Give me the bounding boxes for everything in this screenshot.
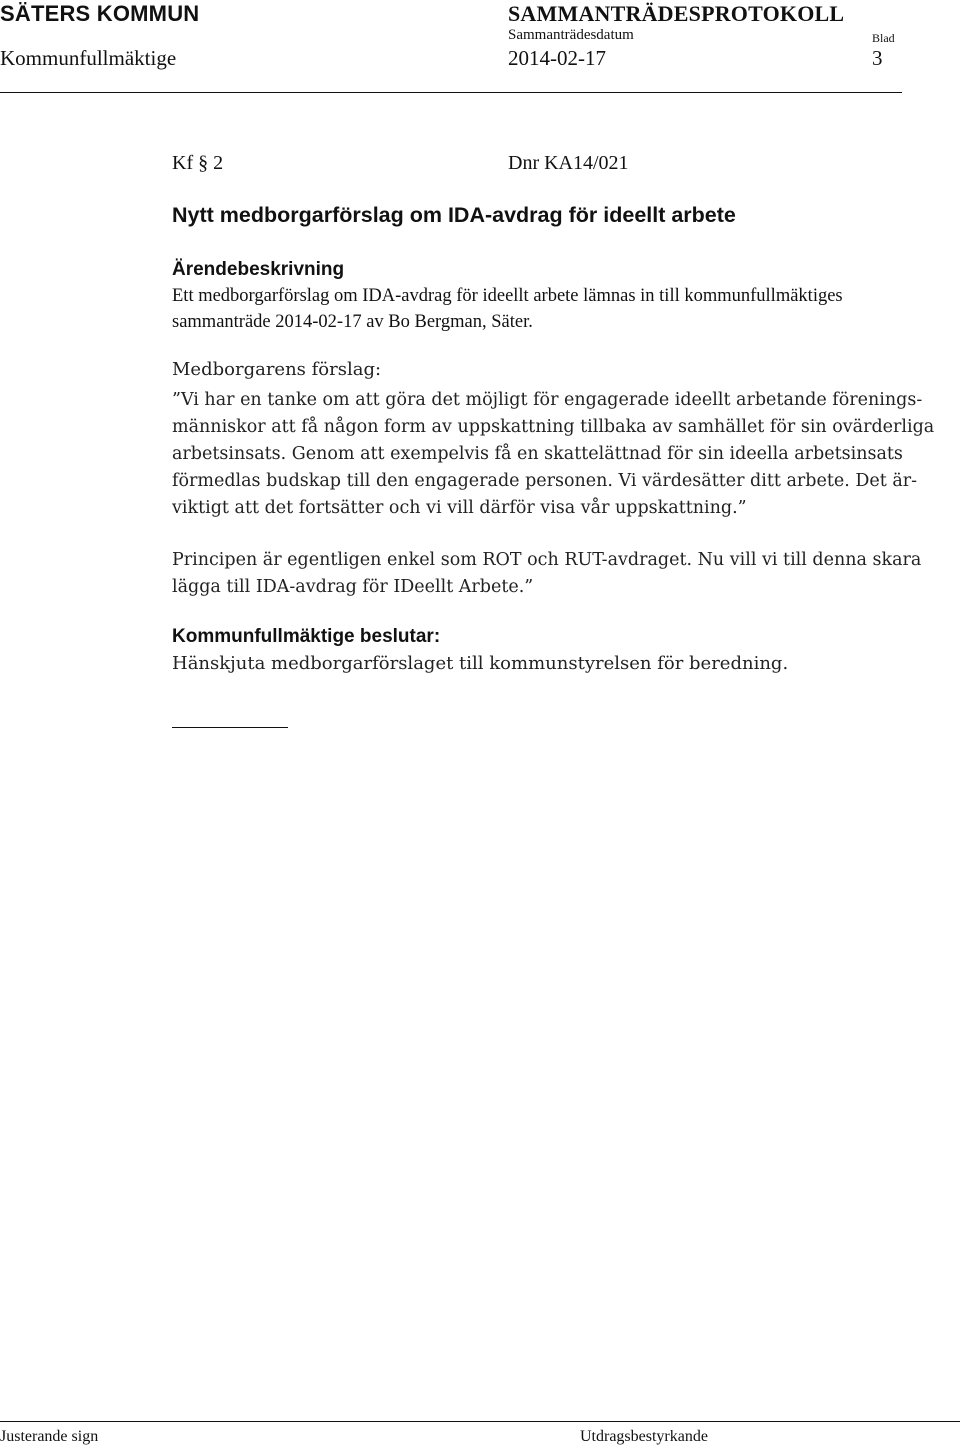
section-prefix: Kf [172,152,194,174]
case-dnr: Dnr KA14/021 [508,152,629,174]
decision-heading: Kommunfullmäktige beslutar: [172,626,441,647]
description-line-1: Ett medborgarförslag om IDA-avdrag för ideellt arbete lämnas in till kommunfullmäktiges [172,286,843,306]
case-section [172,152,223,175]
proposal-paragraph-1 [172,387,957,522]
decision-text: Hänskjuta medborgarförslaget till kommunstyrelsen för beredning. [172,653,789,674]
section-number: 2 [213,152,224,174]
footer-utdragsbestyrkande: Utdragsbestyrkande [580,1428,708,1445]
proposal-line-2: människor att få någon form av uppskattning tillbaka av samhället för sin ovärderliga [172,417,935,437]
proposal-paragraph-2 [172,547,957,601]
date-label: Sammanträdesdatum [508,27,634,43]
proposal-heading: Medborgarens förslag: [172,359,382,380]
header-divider [0,92,902,93]
section-end-rule [172,727,288,728]
footer-justerande-sign: Justerande sign [0,1428,99,1445]
proposal-line-7: lägga till IDA-avdrag för IDeellt Arbete.” [172,577,534,597]
proposal-line-6: Principen är egentligen enkel som ROT och RUT-avdraget. Nu vill vi till denna skara [172,550,922,570]
page-label: Blad [872,31,895,45]
section-symbol: § [198,152,209,174]
proposal-line-4: förmedlas budskap till den engagerade personen. Vi värdesätter ditt arbete. Det är- [172,471,918,491]
meeting-date: 2014-02-17 [508,46,606,70]
municipality-name: SÄTERS KOMMUN [0,1,200,26]
protocol-title: SAMMANTRÄDESPROTOKOLL [508,1,845,26]
proposal-line-5: viktigt att det fortsätter och vi vill därför visa vår uppskattning.” [172,498,747,518]
body-name: Kommunfullmäktige [0,46,177,70]
case-title: Nytt medborgarförslag om IDA-avdrag för ideellt arbete [172,203,736,227]
page-number: 3 [872,46,883,70]
description-heading: Ärendebeskrivning [172,259,345,280]
proposal-line-3: arbetsinsats. Genom att exempelvis få en skattelättnad för sin ideella arbetsinsats [172,444,903,464]
description-line-2: sammanträde 2014-02-17 av Bo Bergman, Säter. [172,312,533,332]
footer-divider [0,1421,960,1422]
proposal-line-1: ”Vi har en tanke om att göra det möjligt för engagerade ideellt arbetande förenings- [172,390,923,410]
